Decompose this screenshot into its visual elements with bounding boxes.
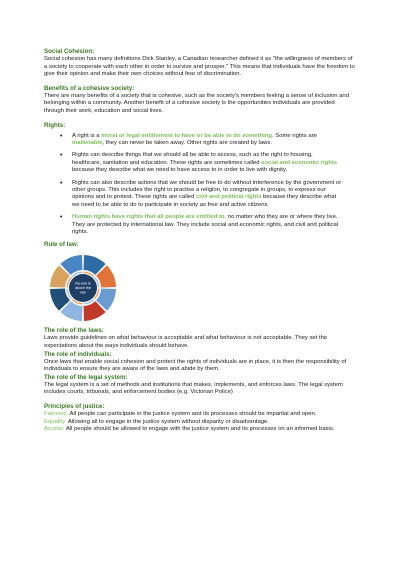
principle-fairness: Fairness: All people can participate in the justice system and its processes should be impartial and open.: [44, 411, 317, 417]
rights-item-civil-political: • Rights can also describe actions that we should be free to do without interference by the government or other groups. This includes the right to practise a religion, to congregate in groups, to express our opinions and to protest. These rights are called civil and political rights because they describe what we need to be able to do to participate in society as free and active citizens.: [60, 179, 342, 208]
rights-item-social-economic: • Rights can describe things that we should all be able to access, such as the right to housing, healthcare, sanitation and education. These rights are sometimes called social and economic rights because they describe what we need to have access to in order to live with dignity.: [60, 152, 338, 174]
role-of-legal-system-heading: The role of the legal system:: [44, 373, 128, 381]
rule-of-law-wheel-graphic: [48, 253, 118, 323]
rights-heading: Rights:: [44, 121, 66, 129]
benefits-heading: Benefits of a cohesive society:: [44, 84, 135, 92]
bullet-icon: •: [60, 214, 63, 222]
bullet-icon: •: [60, 152, 63, 160]
bullet-icon: •: [60, 132, 63, 140]
role-of-individuals-heading: The role of individuals:: [44, 350, 112, 358]
role-of-individuals-text: Once laws that enable social cohesion and protect the rights of individuals are in place, it is then the responsibility of individuals to ensure they are aware of the laws and abide by them.: [44, 358, 347, 373]
wheel-center-line-1: No-one is: [75, 281, 91, 286]
rights-item-definition: • A right is a moral or legal entitlement to have or be able to do something. Some rights are inalienable, they can never be taken away. Other rights are created by laws.: [60, 132, 317, 146]
social-cohesion-text: Social cohesion has many definitions Dick Stanley, a Canadian researcher defined it as "the willingness of members of a society to cooperate with each other in order to survive and prosper." This means that individuals have the freedom to give their opinion and make their own choices without fear of discrimination.: [44, 56, 355, 78]
rights-list: [44, 133, 356, 237]
role-of-legal-system-text: The legal system is a set of methods and institutions that makes, implements, and enforces laws. The legal system includes courts, tribunals, and enforcement bodies (e.g. Victorian Police): [44, 381, 343, 396]
rule-of-law-heading: Rule of law:: [44, 241, 79, 249]
rights-item-human-rights: • Human rights have rights that all people are entitled to, no matter who they are or where they live. They are protected by international law. They include social and economic rights, and civil and political rights.: [60, 214, 339, 236]
rule-of-law-wheel: [48, 253, 118, 323]
principle-equality: Equality: Allowing all to engage in the justice system without disparity or disadvantage.: [44, 418, 269, 425]
social-cohesion-heading: Social Cohesion:: [44, 48, 95, 55]
wheel-center-line-2: above the: [75, 286, 91, 291]
principle-access: Access: All people should be allowed to engage with the justice system and its processes on an informed basis.: [44, 426, 335, 433]
principles-of-justice-heading: Principles of justice:: [44, 403, 105, 410]
bullet-icon: •: [60, 179, 63, 187]
wheel-center-line-3: law: [80, 290, 86, 295]
role-of-laws-text: Laws provide guidelines on what behaviour is acceptable and what behaviour is not acceptable. They set the expectations about the ways individuals should behave.: [44, 335, 328, 350]
role-of-laws-heading: The role of the laws:: [44, 327, 104, 335]
benefits-text: There are many benefits of a society that is cohesive, such as the society's members feeling a sense of inclusion and belonging within a community. Another benefit of a cohesive society is the opportunities individuals are provided through their work, education and social lives.: [44, 92, 349, 114]
